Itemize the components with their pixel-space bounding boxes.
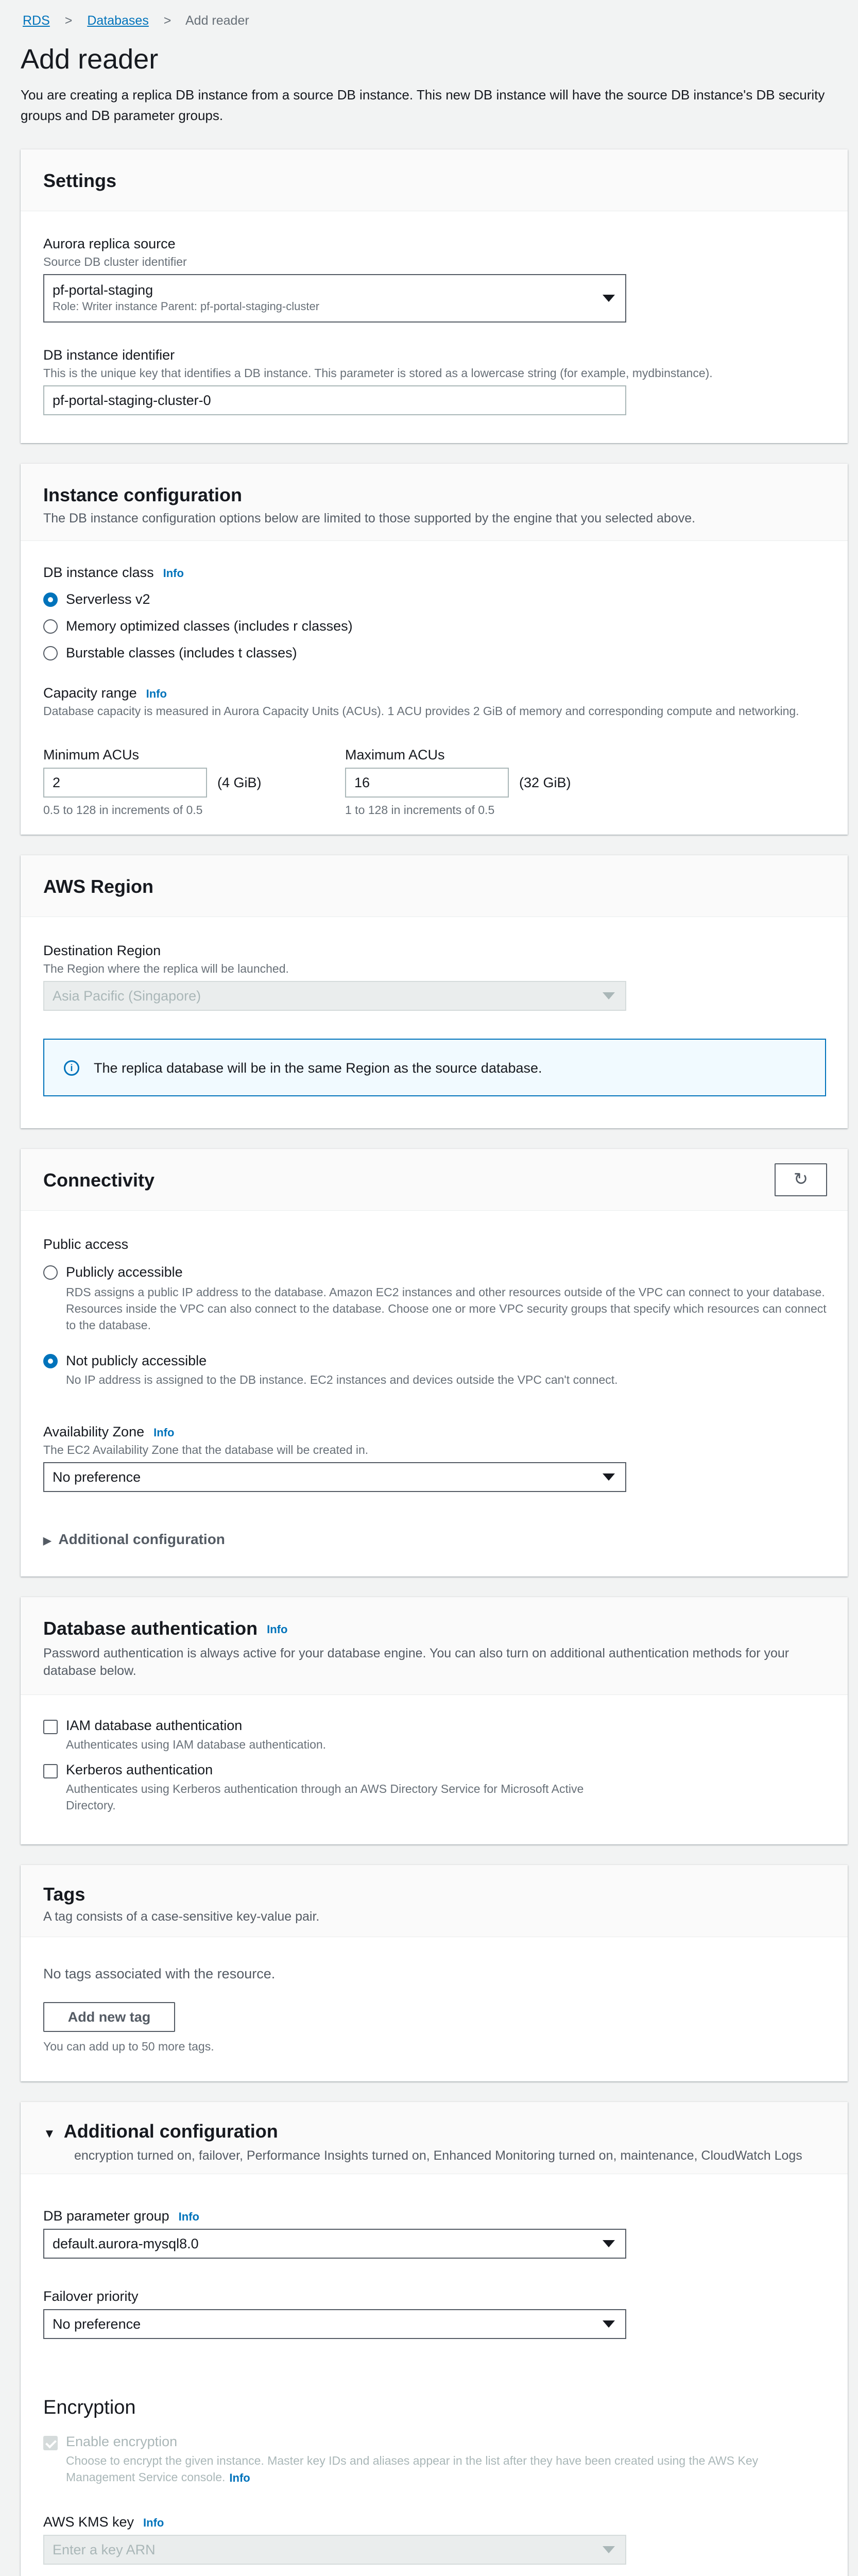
failover-label: Failover priority <box>43 2289 139 2304</box>
instance-subtitle: The DB instance configuration options below are limited to those supported by the engine that you selected above. <box>43 511 696 526</box>
encryption-desc: Choose to encrypt the given instance. Master key IDs and aliases appear in the list after they have been created using the AWS Key Management Service console. Info <box>66 2454 759 2484</box>
dest-region-desc: The Region where the replica will be launched. <box>43 962 289 975</box>
private-desc: No IP address is assigned to the DB instance. EC2 instances and devices outside the VPC can't connect. <box>66 1373 618 1386</box>
info-link[interactable]: Info <box>153 1426 175 1439</box>
tags-empty: No tags associated with the resource. <box>43 1966 276 1981</box>
caret-down-icon <box>603 1473 615 1481</box>
radio-burstable[interactable] <box>43 646 58 660</box>
option-serverless: Serverless v2 <box>66 591 150 607</box>
az-desc: The EC2 Availability Zone that the database will be created in. <box>43 1443 369 1456</box>
identifier-label: DB instance identifier <box>43 347 175 363</box>
capacity-label: Capacity range Info <box>43 685 167 701</box>
capacity-desc: Database capacity is measured in Aurora Capacity Units (ACUs). 1 ACU provides 2 GiB of memory and corresponding compute and networking. <box>43 704 799 718</box>
additional-config-panel <box>21 2102 848 2576</box>
region-alert-text: The replica database will be in the same Region as the source database. <box>94 1060 542 1076</box>
settings-panel <box>21 149 848 443</box>
chevron-right-icon: > <box>64 13 73 28</box>
replica-source-label: Aurora replica source <box>43 236 176 251</box>
param-group-label: DB parameter group Info <box>43 2208 199 2224</box>
replica-source-select[interactable] <box>43 274 626 323</box>
kms-key-select: Enter a key ARN <box>43 2535 626 2565</box>
auth-title: Database authentication Info <box>43 1618 288 1639</box>
param-group-select[interactable]: default.aurora-mysql8.0 <box>43 2229 626 2259</box>
encryption-label: Enable encryption <box>66 2434 178 2449</box>
az-label: Availability Zone Info <box>43 1424 175 1439</box>
kerberos-desc: Authenticates using Kerberos authentication through an AWS Directory Service for Microsoft Active Directory. <box>66 1782 584 1812</box>
chevron-right-icon: > <box>163 13 171 28</box>
breadcrumb <box>23 13 249 31</box>
info-link[interactable]: Info <box>178 2210 199 2223</box>
option-public: Publicly accessible <box>66 1264 183 1280</box>
caret-down-icon[interactable]: ▼ <box>43 2127 56 2141</box>
tags-subtitle: A tag consists of a case-sensitive key-value pair. <box>43 1909 320 1924</box>
info-link[interactable]: Info <box>229 2471 250 2484</box>
tags-hint: You can add up to 50 more tags. <box>43 2040 214 2053</box>
additional-config-toggle[interactable]: ▶ Additional configuration <box>43 1531 225 1547</box>
caret-right-icon: ▶ <box>43 1535 52 1547</box>
replica-source-sub: Role: Writer instance Parent: pf-portal-staging-cluster <box>53 300 320 313</box>
replica-source-desc: Source DB cluster identifier <box>43 255 187 268</box>
region-alert <box>43 1039 826 1096</box>
info-link[interactable]: Info <box>143 2516 164 2529</box>
encryption-heading: Encryption <box>43 2397 136 2418</box>
additional-subtitle: encryption turned on, failover, Performance Insights turned on, Enhanced Monitoring turned on, maintenance, CloudWatch Logs <box>74 2148 802 2163</box>
max-acu-unit: (32 GiB) <box>519 775 571 790</box>
min-acu-input[interactable]: 2 <box>43 768 207 798</box>
max-acu-input[interactable]: 16 <box>345 768 509 798</box>
page-title: Add reader <box>21 44 159 75</box>
iam-desc: Authenticates using IAM database authentication. <box>66 1738 327 1751</box>
caret-down-icon <box>603 2546 615 2553</box>
caret-down-icon <box>603 295 615 302</box>
iam-label: IAM database authentication <box>66 1718 243 1733</box>
breadcrumb-rds[interactable]: RDS <box>23 13 50 28</box>
instance-title: Instance configuration <box>43 484 243 505</box>
radio-serverless[interactable] <box>43 592 58 607</box>
min-acu-unit: (4 GiB) <box>217 775 262 790</box>
auth-subtitle: Password authentication is always active for your database engine. You can also turn on additional authentication methods for your database below. <box>43 1646 790 1678</box>
refresh-button[interactable] <box>775 1163 827 1196</box>
dest-region-value: Asia Pacific (Singapore) <box>53 988 201 1004</box>
dest-region-label: Destination Region <box>43 943 161 958</box>
instance-config-panel <box>21 464 848 835</box>
caret-down-icon <box>603 2240 615 2247</box>
replica-source-value: pf-portal-staging <box>53 282 153 298</box>
kms-key-label: AWS KMS key Info <box>43 2514 164 2530</box>
option-private: Not publicly accessible <box>66 1353 207 1368</box>
max-acu-hint: 1 to 128 in increments of 0.5 <box>345 803 495 817</box>
az-select[interactable] <box>43 1462 626 1492</box>
info-link[interactable]: Info <box>146 687 167 700</box>
identifier-desc: This is the unique key that identifies a DB instance. This parameter is stored as a lowercase string (for example, mydbinstance). <box>43 366 713 380</box>
kerberos-checkbox[interactable] <box>43 1764 58 1778</box>
info-link[interactable]: Info <box>163 566 184 580</box>
page-description: You are creating a replica DB instance from a source DB instance. This new DB instance will have the source DB instance's DB security groups and DB parameter groups. <box>21 87 825 123</box>
caret-down-icon <box>603 2320 615 2328</box>
caret-down-icon <box>603 992 615 999</box>
region-panel <box>21 855 848 1128</box>
breadcrumb-databases[interactable]: Databases <box>87 13 149 28</box>
dest-region-select <box>43 981 626 1011</box>
option-burstable: Burstable classes (includes t classes) <box>66 645 297 660</box>
encryption-checkbox <box>43 2436 58 2450</box>
public-desc: RDS assigns a public IP address to the database. Amazon EC2 instances and other resources outside of the VPC can connect to your database. Resources inside the VPC can also connect to the database. Choose one or more VPC security groups that specify which resources can connect to the database. <box>66 1285 827 1332</box>
refresh-icon: ↻ <box>793 1170 809 1189</box>
tags-panel <box>21 1865 848 2081</box>
info-link[interactable]: Info <box>267 1623 288 1636</box>
az-value: No preference <box>53 1469 141 1485</box>
settings-title: Settings <box>43 170 117 191</box>
identifier-input[interactable]: pf-portal-staging-cluster-0 <box>43 385 626 415</box>
info-icon: i <box>64 1060 79 1076</box>
failover-select[interactable]: No preference <box>43 2309 626 2339</box>
kerberos-label: Kerberos authentication <box>66 1762 213 1777</box>
region-title: AWS Region <box>43 876 153 897</box>
radio-memory[interactable] <box>43 619 58 634</box>
radio-private[interactable] <box>43 1354 58 1368</box>
radio-public[interactable] <box>43 1265 58 1280</box>
connectivity-title: Connectivity <box>43 1170 155 1191</box>
add-tag-button[interactable]: Add new tag <box>43 2002 175 2032</box>
min-acu-hint: 0.5 to 128 in increments of 0.5 <box>43 803 203 817</box>
option-memory: Memory optimized classes (includes r classes) <box>66 618 353 634</box>
breadcrumb-current: Add reader <box>185 13 249 28</box>
additional-title: ▼ Additional configuration <box>43 2121 278 2142</box>
public-access-label: Public access <box>43 1236 129 1252</box>
iam-checkbox[interactable] <box>43 1720 58 1734</box>
connectivity-panel <box>21 1149 848 1577</box>
tags-title: Tags <box>43 1884 85 1905</box>
max-acu-label: Maximum ACUs <box>345 747 445 762</box>
auth-panel <box>21 1597 848 1844</box>
class-label: DB instance class Info <box>43 565 184 580</box>
min-acu-label: Minimum ACUs <box>43 747 140 762</box>
